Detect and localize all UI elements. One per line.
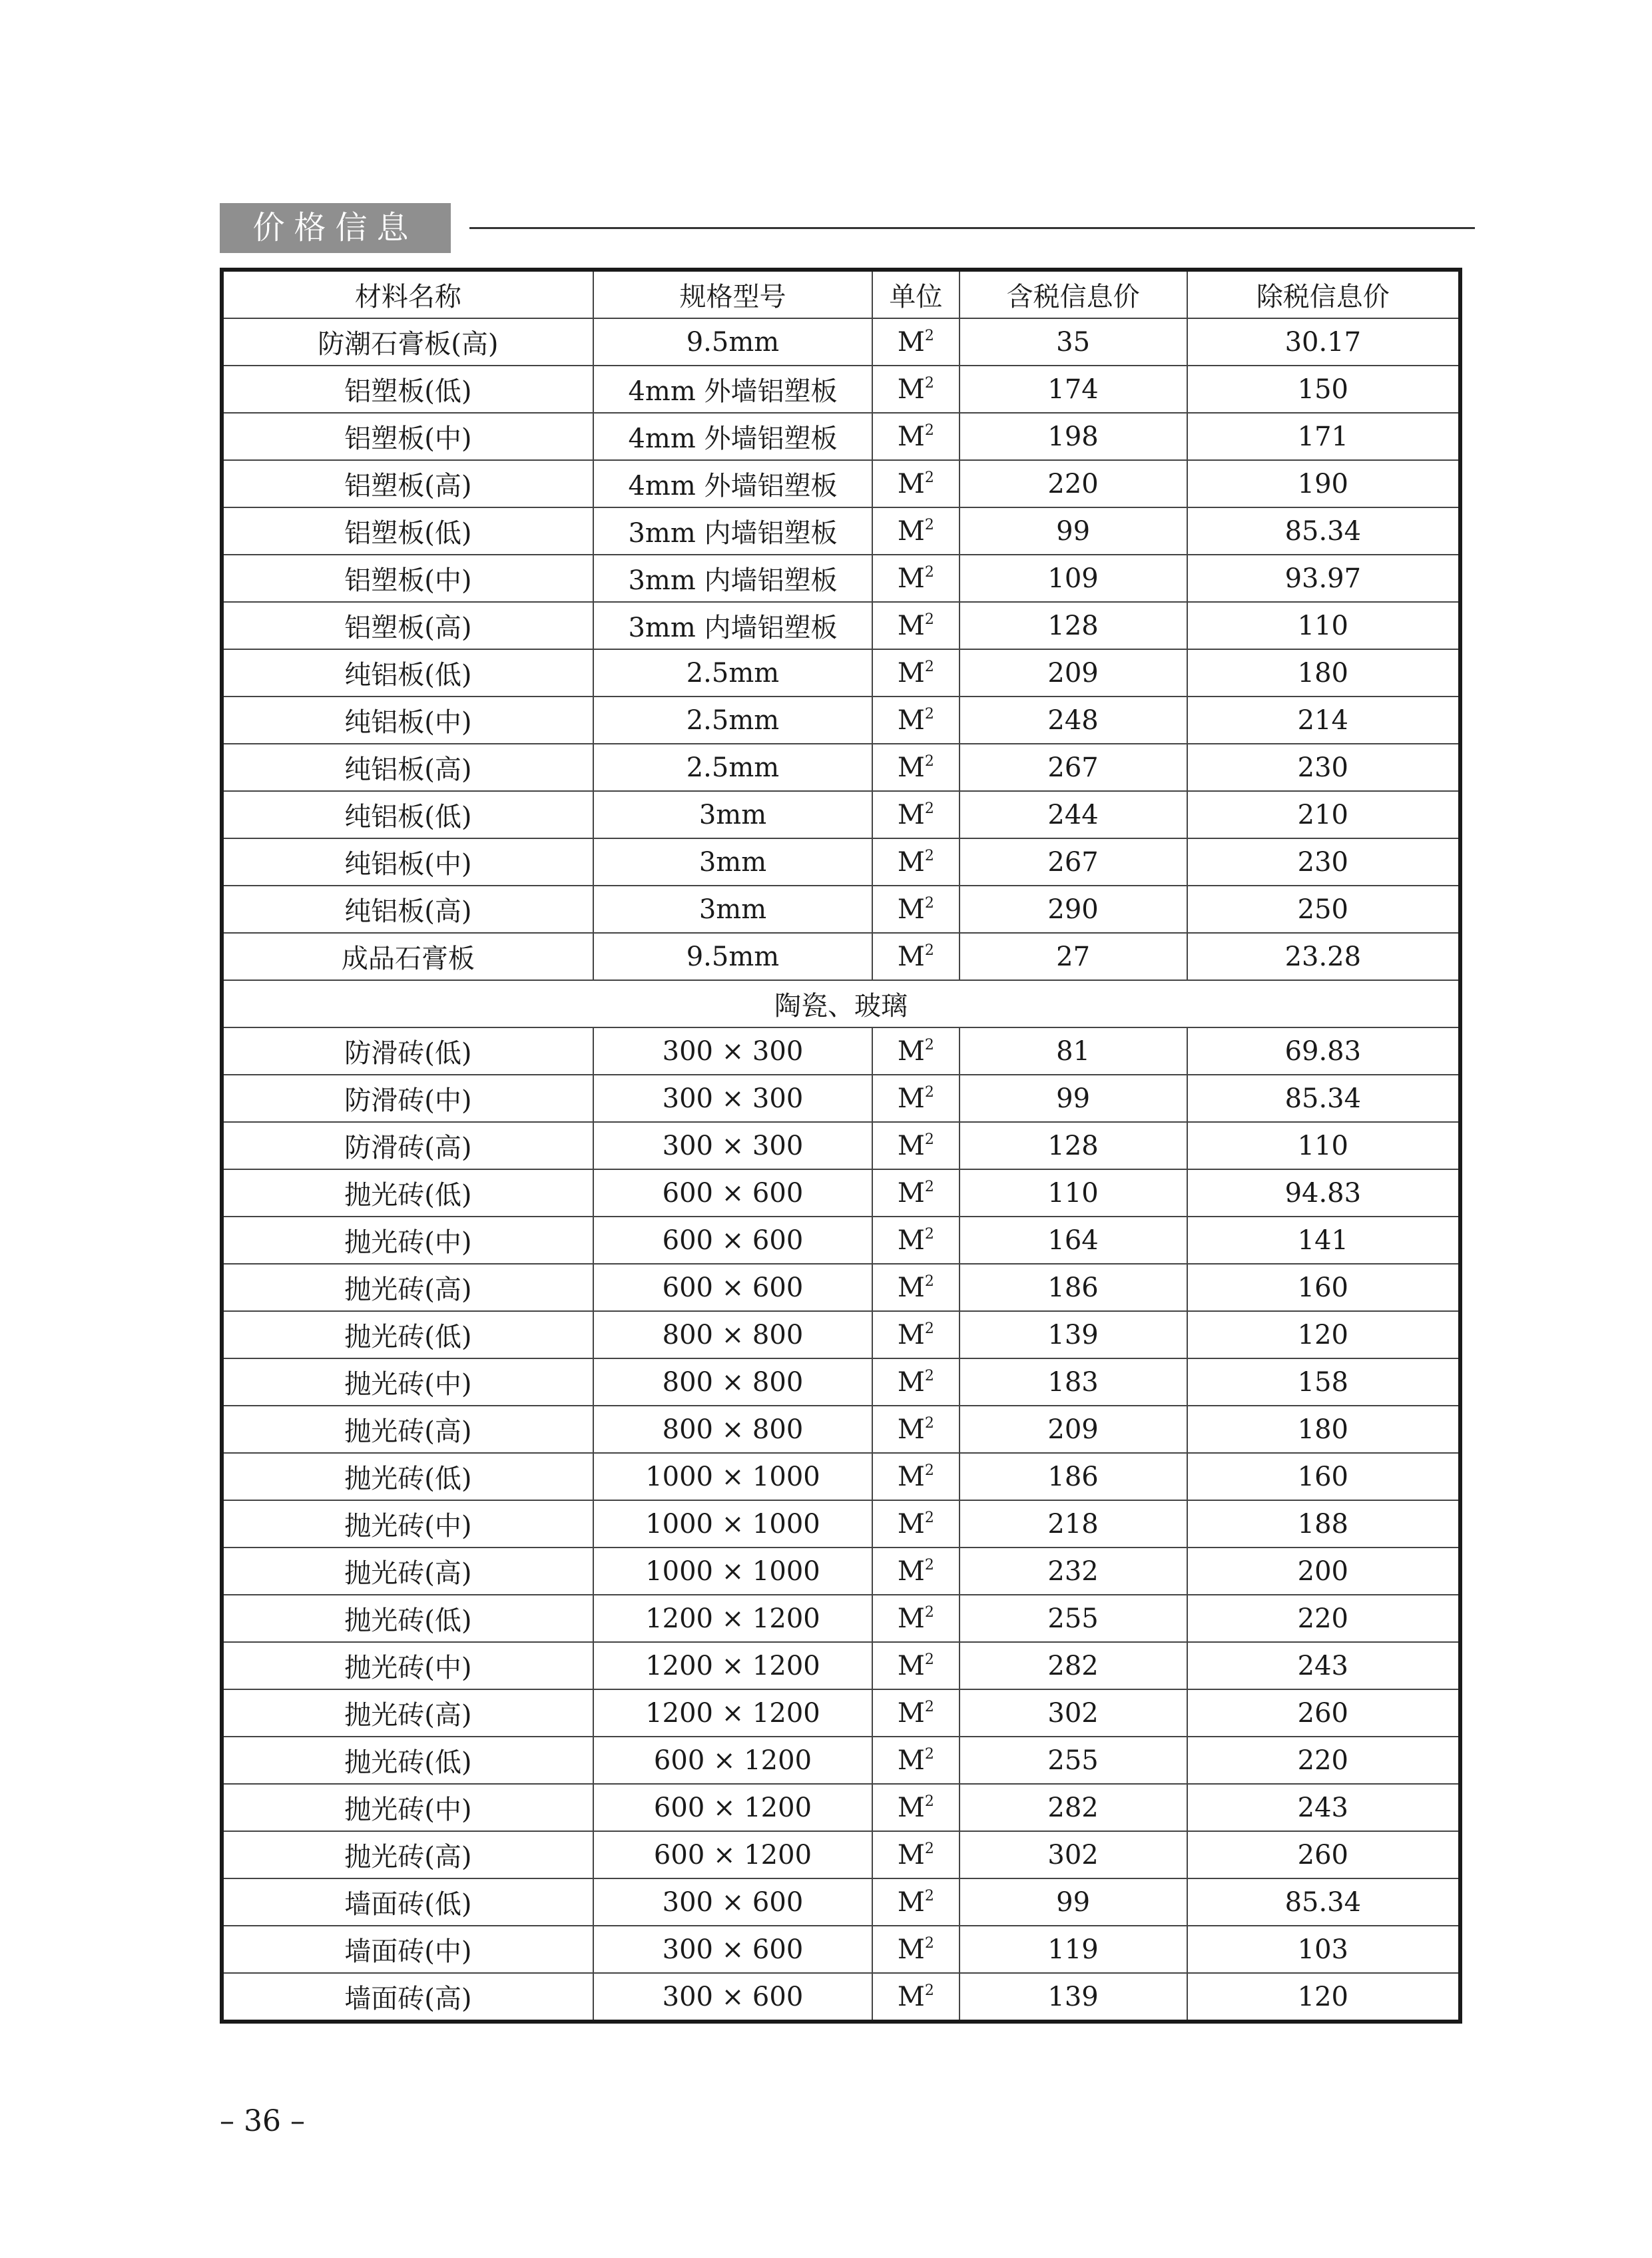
unit-base: M [897,326,925,358]
cell-material-name: 铝塑板(中) [222,555,593,602]
table-row [222,744,1460,791]
cell-material-name: 墙面砖(高) [222,1973,593,2022]
cell-spec: 1200 × 1200 [593,1595,872,1642]
cell-spec: 3mm 内墙铝塑板 [593,555,872,602]
unit-exponent: 2 [924,1934,934,1952]
unit-exponent: 2 [924,611,934,628]
table-row [222,1689,1460,1737]
cell-material-name: 防潮石膏板(高) [222,318,593,366]
cell-tax-included-price: 209 [960,649,1187,697]
cell-tax-included-price: 220 [960,460,1187,507]
unit-base: M [897,1319,925,1350]
table-row [222,1973,1460,2022]
cell-material-name: 纯铝板(中) [222,838,593,886]
unit-base: M [897,657,925,689]
table-row [222,1264,1460,1311]
cell-tax-excluded-price: 180 [1187,1406,1460,1453]
cell-tax-excluded-price: 230 [1187,744,1460,791]
cell-tax-included-price: 35 [960,318,1187,366]
cell-spec: 600 × 600 [593,1264,872,1311]
unit-exponent: 2 [924,1225,934,1243]
cell-tax-excluded-price: 160 [1187,1453,1460,1500]
cell-tax-included-price: 81 [960,1027,1187,1075]
cell-unit [872,1689,959,1737]
table-row [222,1169,1460,1217]
cell-tax-excluded-price: 150 [1187,366,1460,413]
unit-base: M [897,1981,925,2012]
cell-spec: 300 × 300 [593,1027,872,1075]
cell-material-name: 抛光砖(低) [222,1595,593,1642]
unit-base: M [897,1745,925,1776]
unit-exponent: 2 [924,1509,934,1526]
cell-spec: 2.5mm [593,697,872,744]
table-row [222,366,1460,413]
cell-tax-included-price: 99 [960,1075,1187,1122]
table-row [222,460,1460,507]
cell-spec: 9.5mm [593,933,872,980]
unit-base: M [897,752,925,783]
cell-tax-included-price: 248 [960,697,1187,744]
cell-tax-excluded-price: 260 [1187,1831,1460,1878]
cell-tax-included-price: 232 [960,1548,1187,1595]
cell-tax-included-price: 186 [960,1453,1187,1500]
unit-base: M [897,1650,925,1681]
cell-material-name: 防滑砖(高) [222,1122,593,1169]
unit-exponent: 2 [924,752,934,770]
cell-spec: 4mm 外墙铝塑板 [593,366,872,413]
unit-exponent: 2 [924,800,934,817]
cell-tax-excluded-price: 85.34 [1187,1075,1460,1122]
unit-base: M [897,1366,925,1398]
cell-tax-excluded-price: 180 [1187,649,1460,697]
cell-material-name: 抛光砖(高) [222,1831,593,1878]
unit-exponent: 2 [924,1083,934,1101]
cell-material-name: 抛光砖(高) [222,1264,593,1311]
cell-tax-excluded-price: 160 [1187,1264,1460,1311]
unit-base: M [897,563,925,594]
cell-tax-excluded-price: 110 [1187,602,1460,649]
cell-tax-excluded-price: 93.97 [1187,555,1460,602]
cell-material-name: 纯铝板(低) [222,649,593,697]
cell-spec: 4mm 外墙铝塑板 [593,413,872,460]
cell-unit [872,1548,959,1595]
table-row [222,602,1460,649]
cell-unit [872,1169,959,1217]
cell-material-name: 抛光砖(低) [222,1453,593,1500]
unit-base: M [897,894,925,925]
cell-unit [872,649,959,697]
cell-spec: 600 × 600 [593,1169,872,1217]
cell-tax-included-price: 302 [960,1831,1187,1878]
cell-tax-included-price: 119 [960,1926,1187,1973]
unit-exponent: 2 [924,1651,934,1668]
unit-base: M [897,374,925,405]
table-row [222,1595,1460,1642]
table-row [222,318,1460,366]
unit-exponent: 2 [924,1698,934,1715]
cell-unit [872,460,959,507]
cell-unit [872,933,959,980]
cell-spec: 3mm [593,886,872,933]
table-row [222,1358,1460,1406]
cell-spec: 2.5mm [593,744,872,791]
unit-base: M [897,1697,925,1729]
unit-exponent: 2 [924,1462,934,1479]
cell-spec: 3mm 内墙铝塑板 [593,507,872,555]
unit-base: M [897,1792,925,1823]
cell-unit [872,1311,959,1358]
cell-tax-included-price: 109 [960,555,1187,602]
cell-tax-excluded-price: 230 [1187,838,1460,886]
cell-tax-excluded-price: 214 [1187,697,1460,744]
unit-base: M [897,1603,925,1634]
unit-exponent: 2 [924,563,934,581]
table-row [222,1217,1460,1264]
cell-tax-included-price: 164 [960,1217,1187,1264]
unit-base: M [897,1508,925,1540]
unit-base: M [897,468,925,499]
cell-tax-included-price: 290 [960,886,1187,933]
cell-tax-included-price: 139 [960,1973,1187,2022]
page-number: – 36 – [220,2104,305,2138]
cell-spec: 600 × 600 [593,1217,872,1264]
unit-base: M [897,799,925,830]
table-row [222,1311,1460,1358]
cell-tax-excluded-price: 220 [1187,1737,1460,1784]
column-header-name: 材料名称 [222,270,593,318]
cell-material-name: 抛光砖(中) [222,1784,593,1831]
table-row [222,1878,1460,1926]
cell-unit [872,886,959,933]
column-header-unit: 单位 [872,270,959,318]
cell-tax-included-price: 255 [960,1737,1187,1784]
cell-spec: 300 × 600 [593,1926,872,1973]
column-header-spec: 规格型号 [593,270,872,318]
unit-exponent: 2 [924,1793,934,1810]
unit-exponent: 2 [924,1131,934,1148]
cell-spec: 600 × 1200 [593,1784,872,1831]
unit-exponent: 2 [924,422,934,439]
unit-exponent: 2 [924,1603,934,1621]
section-label: 陶瓷、玻璃 [222,980,1460,1027]
table-body [222,318,1460,2022]
unit-exponent: 2 [924,1036,934,1053]
cell-material-name: 墙面砖(中) [222,1926,593,1973]
cell-unit [872,1406,959,1453]
table-row [222,649,1460,697]
cell-unit [872,1358,959,1406]
table-row [222,1500,1460,1548]
cell-unit [872,1264,959,1311]
cell-tax-excluded-price: 23.28 [1187,933,1460,980]
unit-base: M [897,610,925,641]
unit-exponent: 2 [924,516,934,533]
table-row [222,1122,1460,1169]
cell-unit [872,697,959,744]
cell-unit [872,1122,959,1169]
cell-material-name: 抛光砖(高) [222,1689,593,1737]
unit-base: M [897,1272,925,1303]
cell-tax-excluded-price: 260 [1187,1689,1460,1737]
cell-tax-excluded-price: 158 [1187,1358,1460,1406]
table-row [222,886,1460,933]
cell-material-name: 铝塑板(高) [222,602,593,649]
unit-exponent: 2 [924,469,934,486]
column-header-tax-included-price: 含税信息价 [960,270,1187,318]
cell-tax-included-price: 99 [960,507,1187,555]
table-row [222,933,1460,980]
cell-unit [872,1831,959,1878]
table-row [222,1075,1460,1122]
cell-material-name: 抛光砖(低) [222,1311,593,1358]
cell-tax-excluded-price: 85.34 [1187,1878,1460,1926]
section-row [222,980,1460,1027]
unit-base: M [897,1177,925,1209]
cell-tax-excluded-price: 110 [1187,1122,1460,1169]
cell-material-name: 铝塑板(低) [222,366,593,413]
cell-unit [872,1027,959,1075]
cell-spec: 2.5mm [593,649,872,697]
unit-exponent: 2 [924,374,934,392]
cell-tax-included-price: 99 [960,1878,1187,1926]
table-row [222,791,1460,838]
cell-spec: 800 × 800 [593,1406,872,1453]
cell-tax-excluded-price: 94.83 [1187,1169,1460,1217]
cell-unit [872,1973,959,2022]
cell-unit [872,1784,959,1831]
table-row [222,1642,1460,1689]
cell-unit [872,1500,959,1548]
table-row [222,1453,1460,1500]
cell-material-name: 铝塑板(高) [222,460,593,507]
cell-unit [872,1075,959,1122]
unit-exponent: 2 [924,658,934,675]
table-row [222,1926,1460,1973]
table-row [222,1027,1460,1075]
cell-unit [872,1453,959,1500]
cell-spec: 3mm 内墙铝塑板 [593,602,872,649]
cell-tax-included-price: 186 [960,1264,1187,1311]
header-rule [469,227,1475,229]
unit-base: M [897,1083,925,1114]
unit-base: M [897,515,925,547]
unit-exponent: 2 [924,705,934,722]
cell-spec: 800 × 800 [593,1311,872,1358]
unit-exponent: 2 [924,1178,934,1195]
cell-tax-excluded-price: 103 [1187,1926,1460,1973]
table-row [222,507,1460,555]
cell-spec: 300 × 600 [593,1973,872,2022]
cell-material-name: 抛光砖(中) [222,1500,593,1548]
table-row [222,1737,1460,1784]
unit-exponent: 2 [924,327,934,344]
unit-exponent: 2 [924,1414,934,1432]
cell-material-name: 纯铝板(中) [222,697,593,744]
cell-material-name: 防滑砖(中) [222,1075,593,1122]
table-row [222,697,1460,744]
unit-exponent: 2 [924,1840,934,1857]
cell-unit [872,1642,959,1689]
cell-spec: 1000 × 1000 [593,1453,872,1500]
unit-exponent: 2 [924,1320,934,1337]
cell-material-name: 抛光砖(中) [222,1217,593,1264]
cell-spec: 1000 × 1000 [593,1548,872,1595]
cell-material-name: 墙面砖(低) [222,1878,593,1926]
unit-base: M [897,1886,925,1918]
unit-exponent: 2 [924,1982,934,1999]
cell-tax-excluded-price: 200 [1187,1548,1460,1595]
cell-tax-included-price: 128 [960,1122,1187,1169]
table-row [222,1784,1460,1831]
cell-tax-included-price: 218 [960,1500,1187,1548]
cell-tax-included-price: 110 [960,1169,1187,1217]
table-row [222,1831,1460,1878]
cell-unit [872,1926,959,1973]
cell-material-name: 铝塑板(低) [222,507,593,555]
cell-spec: 1000 × 1000 [593,1500,872,1548]
unit-base: M [897,1555,925,1587]
unit-base: M [897,941,925,972]
table-row [222,555,1460,602]
cell-tax-included-price: 267 [960,838,1187,886]
cell-material-name: 抛光砖(低) [222,1169,593,1217]
cell-tax-excluded-price: 250 [1187,886,1460,933]
unit-base: M [897,846,925,878]
cell-unit [872,413,959,460]
cell-tax-included-price: 244 [960,791,1187,838]
unit-exponent: 2 [924,1745,934,1763]
cell-unit [872,602,959,649]
table-row [222,1406,1460,1453]
cell-unit [872,507,959,555]
cell-spec: 300 × 300 [593,1122,872,1169]
cell-spec: 800 × 800 [593,1358,872,1406]
unit-base: M [897,1839,925,1870]
cell-unit [872,555,959,602]
unit-base: M [897,1934,925,1965]
cell-tax-included-price: 198 [960,413,1187,460]
cell-material-name: 抛光砖(中) [222,1642,593,1689]
cell-tax-excluded-price: 188 [1187,1500,1460,1548]
table-row [222,413,1460,460]
unit-base: M [897,1461,925,1492]
cell-tax-excluded-price: 190 [1187,460,1460,507]
cell-spec: 600 × 1200 [593,1831,872,1878]
cell-spec: 1200 × 1200 [593,1642,872,1689]
cell-spec: 9.5mm [593,318,872,366]
cell-tax-included-price: 302 [960,1689,1187,1737]
table-header-row [222,270,1460,318]
unit-exponent: 2 [924,942,934,959]
cell-tax-excluded-price: 120 [1187,1311,1460,1358]
cell-unit [872,1737,959,1784]
cell-unit [872,1878,959,1926]
cell-material-name: 纯铝板(高) [222,886,593,933]
cell-spec: 300 × 300 [593,1075,872,1122]
cell-tax-included-price: 209 [960,1406,1187,1453]
cell-unit [872,366,959,413]
cell-tax-excluded-price: 171 [1187,413,1460,460]
table-row [222,1548,1460,1595]
cell-tax-excluded-price: 243 [1187,1642,1460,1689]
cell-unit [872,838,959,886]
cell-tax-included-price: 282 [960,1642,1187,1689]
cell-tax-included-price: 255 [960,1595,1187,1642]
unit-exponent: 2 [924,1556,934,1573]
cell-material-name: 抛光砖(中) [222,1358,593,1406]
unit-base: M [897,1414,925,1445]
cell-tax-included-price: 27 [960,933,1187,980]
section-title: 价格信息 [220,203,451,253]
cell-tax-excluded-price: 30.17 [1187,318,1460,366]
cell-tax-excluded-price: 120 [1187,1973,1460,2022]
cell-tax-included-price: 267 [960,744,1187,791]
cell-tax-included-price: 183 [960,1358,1187,1406]
unit-base: M [897,421,925,452]
cell-spec: 1200 × 1200 [593,1689,872,1737]
unit-base: M [897,1035,925,1067]
unit-exponent: 2 [924,847,934,864]
cell-tax-included-price: 282 [960,1784,1187,1831]
cell-spec: 600 × 1200 [593,1737,872,1784]
cell-unit [872,744,959,791]
cell-tax-excluded-price: 220 [1187,1595,1460,1642]
unit-exponent: 2 [924,1367,934,1384]
unit-exponent: 2 [924,1272,934,1290]
cell-material-name: 抛光砖(低) [222,1737,593,1784]
cell-tax-excluded-price: 243 [1187,1784,1460,1831]
cell-tax-excluded-price: 69.83 [1187,1027,1460,1075]
unit-base: M [897,1130,925,1161]
cell-spec: 4mm 外墙铝塑板 [593,460,872,507]
cell-material-name: 防滑砖(低) [222,1027,593,1075]
price-table [220,268,1462,2024]
cell-spec: 3mm [593,791,872,838]
cell-material-name: 铝塑板(中) [222,413,593,460]
cell-material-name: 纯铝板(高) [222,744,593,791]
unit-base: M [897,705,925,736]
cell-material-name: 抛光砖(高) [222,1548,593,1595]
cell-tax-included-price: 174 [960,366,1187,413]
unit-exponent: 2 [924,894,934,912]
cell-tax-excluded-price: 85.34 [1187,507,1460,555]
cell-spec: 3mm [593,838,872,886]
unit-exponent: 2 [924,1887,934,1904]
cell-tax-excluded-price: 210 [1187,791,1460,838]
unit-base: M [897,1225,925,1256]
cell-unit [872,1595,959,1642]
cell-unit [872,318,959,366]
cell-unit [872,1217,959,1264]
cell-material-name: 抛光砖(高) [222,1406,593,1453]
table-row [222,838,1460,886]
cell-unit [872,791,959,838]
cell-tax-included-price: 128 [960,602,1187,649]
cell-material-name: 成品石膏板 [222,933,593,980]
cell-tax-included-price: 139 [960,1311,1187,1358]
cell-spec: 300 × 600 [593,1878,872,1926]
column-header-tax-excluded-price: 除税信息价 [1187,270,1460,318]
cell-material-name: 纯铝板(低) [222,791,593,838]
cell-tax-excluded-price: 141 [1187,1217,1460,1264]
